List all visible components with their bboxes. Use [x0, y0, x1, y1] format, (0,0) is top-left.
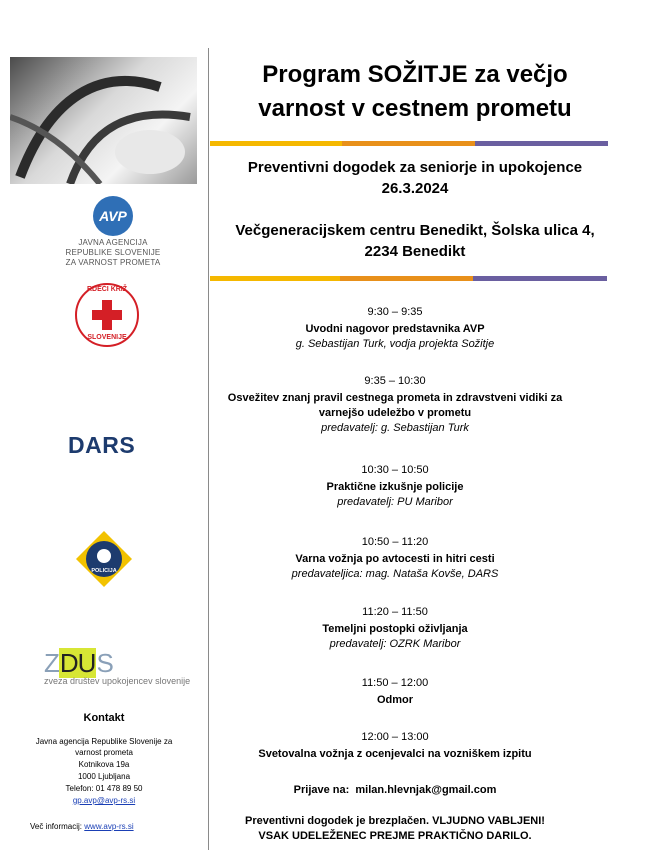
program-speaker: predavatelj: OZRK Maribor	[329, 638, 461, 650]
program-item	[210, 676, 580, 708]
program-speaker: predavateljica: mag. Nataša Kovše, DARS	[291, 568, 499, 580]
dars-logo: DARS	[68, 432, 136, 458]
contact-phone: Telefon: 01 478 89 50	[65, 784, 143, 793]
program-time: 11:20 – 11:50	[362, 606, 428, 618]
program-title: Varna vožnja po avtocesti in hitri cesti	[295, 553, 495, 565]
program-time: 9:30 – 9:35	[367, 306, 423, 318]
program-speaker: predavatelj: g. Sebastijan Turk	[321, 422, 469, 434]
program-title: Odmor	[376, 694, 414, 706]
hands-photo	[10, 57, 197, 184]
program-time: 11:50 – 12:00	[361, 677, 429, 689]
footer-line1: Preventivni dogodek je brezplačen. VLJUDNO VABLJENI!	[245, 815, 545, 827]
contact-email-link[interactable]: gp.avp@avp-rs.si	[72, 796, 136, 805]
contact-line: 1000 Ljubljana	[77, 772, 131, 781]
registration	[210, 783, 580, 798]
avp-logo-text: JAVNA AGENCIJA REPUBLIKE SLOVENIJE ZA VARNOST PROMETA	[65, 238, 161, 267]
color-bar-bottom	[210, 276, 607, 281]
program-title-cont: varnejšo udeležbo v prometu	[318, 407, 472, 419]
program-item	[210, 535, 580, 582]
contact-line: Javna agencija Republike Slovenije za	[35, 737, 173, 746]
contact-title: Kontakt	[83, 712, 125, 724]
red-cross-icon	[92, 300, 122, 330]
program-speaker: g. Sebastijan Turk, vodja projekta Sožitje	[295, 338, 495, 350]
red-cross-bottom-text: SLOVENIJE	[87, 334, 127, 341]
avp-logo: AVP	[93, 196, 133, 236]
more-info-label: Več informacij:	[30, 822, 83, 831]
registration-email[interactable]: milan.hlevnjak@gmail.com	[355, 784, 497, 796]
policija-text: POLICIJA	[91, 568, 117, 574]
program-title: Svetovalna vožnja z ocenjevalci na vozniškem izpitu	[258, 748, 532, 760]
program-title: Osvežitev znanj pravil cestnega prometa in zdravstveni vidiki za	[227, 392, 563, 404]
website-link[interactable]: www.avp-rs.si	[84, 822, 134, 831]
zdus-subtitle: zveza društev upokojencev slovenije	[44, 676, 191, 686]
color-bar-top	[210, 141, 608, 146]
program-time: 9:35 – 10:30	[364, 375, 426, 387]
contact-email-row	[0, 795, 208, 806]
page-title: Program SOŽITJE za večjo varnost v cestnem prometu	[258, 61, 572, 122]
footer-line2: VSAK UDELEŽENEC PREJME PRAKTIČNO DARILO.	[258, 830, 532, 842]
zdus-logo: ZDUS	[44, 648, 113, 678]
registration-label: Prijave na:	[293, 784, 350, 796]
footer-notice	[210, 814, 580, 844]
vertical-divider	[208, 48, 209, 850]
program-item	[210, 305, 580, 352]
contact-line: Kotnikova 19a	[78, 760, 130, 769]
program-time: 12:00 – 13:00	[361, 731, 429, 743]
program-speaker: predavatelj: PU Maribor	[337, 496, 453, 508]
program-title: Temeljni postopki oživljanja	[322, 623, 468, 635]
event-location: Večgeneracijskem centru Benedikt, Šolska ulica 4, 2234 Benedikt	[235, 222, 595, 260]
program-title: Uvodni nagovor predstavnika AVP	[305, 323, 485, 335]
contact-line: varnost prometa	[75, 748, 133, 757]
program-item	[210, 605, 580, 652]
more-info	[30, 822, 134, 831]
event-date: 26.3.2024	[381, 180, 449, 197]
program-item	[210, 374, 580, 436]
program-title: Praktične izkušnje policije	[326, 481, 464, 493]
program-item	[210, 463, 580, 510]
red-cross-top-text: RDEČI KRIŽ	[86, 286, 128, 293]
program-time: 10:30 – 10:50	[361, 464, 429, 476]
program-time: 10:50 – 11:20	[361, 536, 429, 548]
event-subtitle: Preventivni dogodek za seniorje in upokojence	[247, 159, 583, 176]
policija-badge-icon	[75, 530, 133, 588]
program-item	[210, 730, 580, 762]
